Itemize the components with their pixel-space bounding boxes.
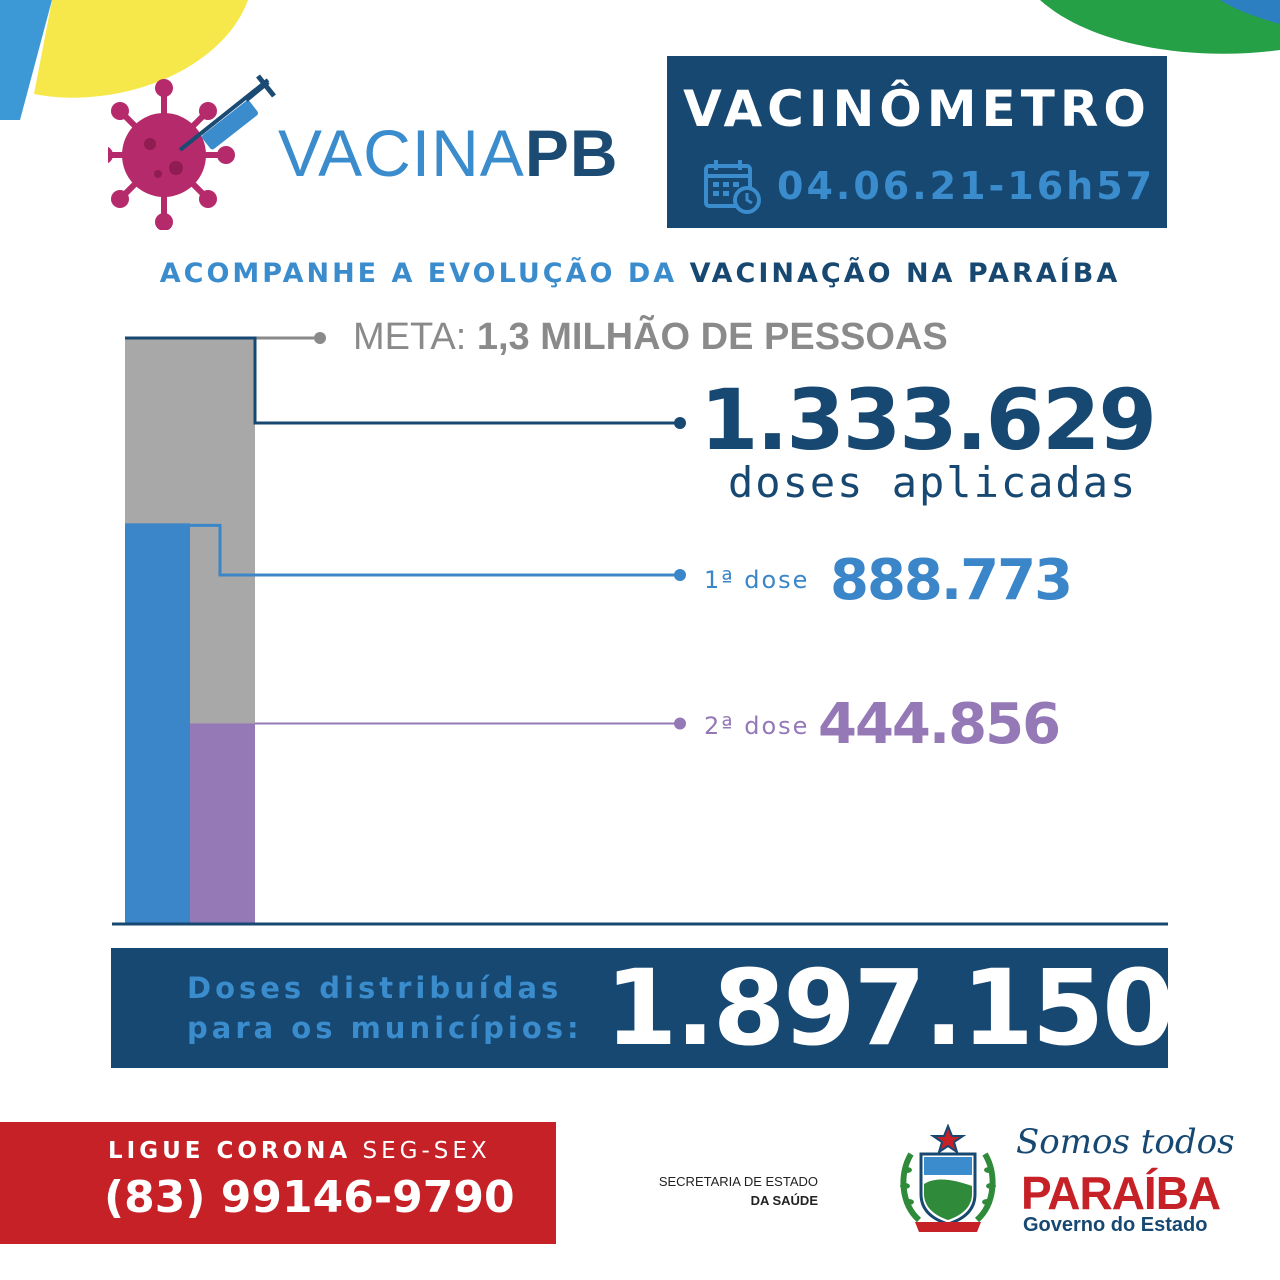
hotline-phone[interactable]: (83) 99146-9790 xyxy=(104,1172,515,1223)
state-name: PARAÍBA xyxy=(1021,1167,1221,1219)
dose1-label: 1ª dose xyxy=(704,566,810,594)
update-date: 04.06.21-16h57 xyxy=(777,164,1156,208)
dose1-value: 888.773 xyxy=(830,548,1072,613)
distribution-value: 1.897.150 xyxy=(605,947,1173,1069)
logo-wordmark-bold: PB xyxy=(524,116,619,190)
hotline-panel xyxy=(0,1122,556,1244)
secretaria-line2: DA SAÚDE xyxy=(750,1193,818,1208)
slogan: Somos todos xyxy=(1016,1122,1235,1162)
hotline-label xyxy=(108,1138,491,1164)
state-coat-of-arms-icon xyxy=(893,1124,1003,1238)
distribution-label-line1: Doses distribuídas xyxy=(187,971,563,1005)
leader-line-dose1 xyxy=(190,525,680,575)
leader-dot-dose2 xyxy=(674,717,686,729)
distribution-label-line2: para os municípios: xyxy=(187,1011,583,1045)
dose2-value: 444.856 xyxy=(818,692,1060,757)
goal-label xyxy=(353,316,948,359)
dose2-label: 2ª dose xyxy=(704,712,810,740)
distribution-label xyxy=(187,968,607,1048)
page-title: VACINÔMETRO xyxy=(683,80,1151,138)
secretaria-line1: SECRETARIA DE ESTADO xyxy=(658,1174,818,1189)
bar-dose2 xyxy=(190,723,255,924)
total-doses-label: doses aplicadas xyxy=(728,458,1138,507)
leader-dot-goal xyxy=(314,332,326,344)
government-label: Governo do Estado xyxy=(1023,1214,1208,1236)
leader-dot-dose1 xyxy=(674,569,686,581)
hotline-label-bold: LIGUE CORONA xyxy=(108,1138,352,1164)
secretaria-label xyxy=(640,1172,818,1210)
subtitle-part2: VACINAÇÃO NA PARAÍBA xyxy=(689,258,1121,289)
goal-prefix: META: xyxy=(353,316,467,358)
distribution-panel xyxy=(111,947,1173,1069)
goal-value: 1,3 MILHÃO DE PESSOAS xyxy=(476,316,948,358)
leader-dot-total xyxy=(674,417,686,429)
total-doses-value: 1.333.629 xyxy=(700,371,1155,469)
subtitle-part1: ACOMPANHE A EVOLUÇÃO DA xyxy=(159,258,678,289)
bar-dose1 xyxy=(125,523,190,924)
hotline-label-rest: SEG-SEX xyxy=(362,1138,491,1164)
logo-wordmark-thin: VACINA xyxy=(278,116,525,190)
